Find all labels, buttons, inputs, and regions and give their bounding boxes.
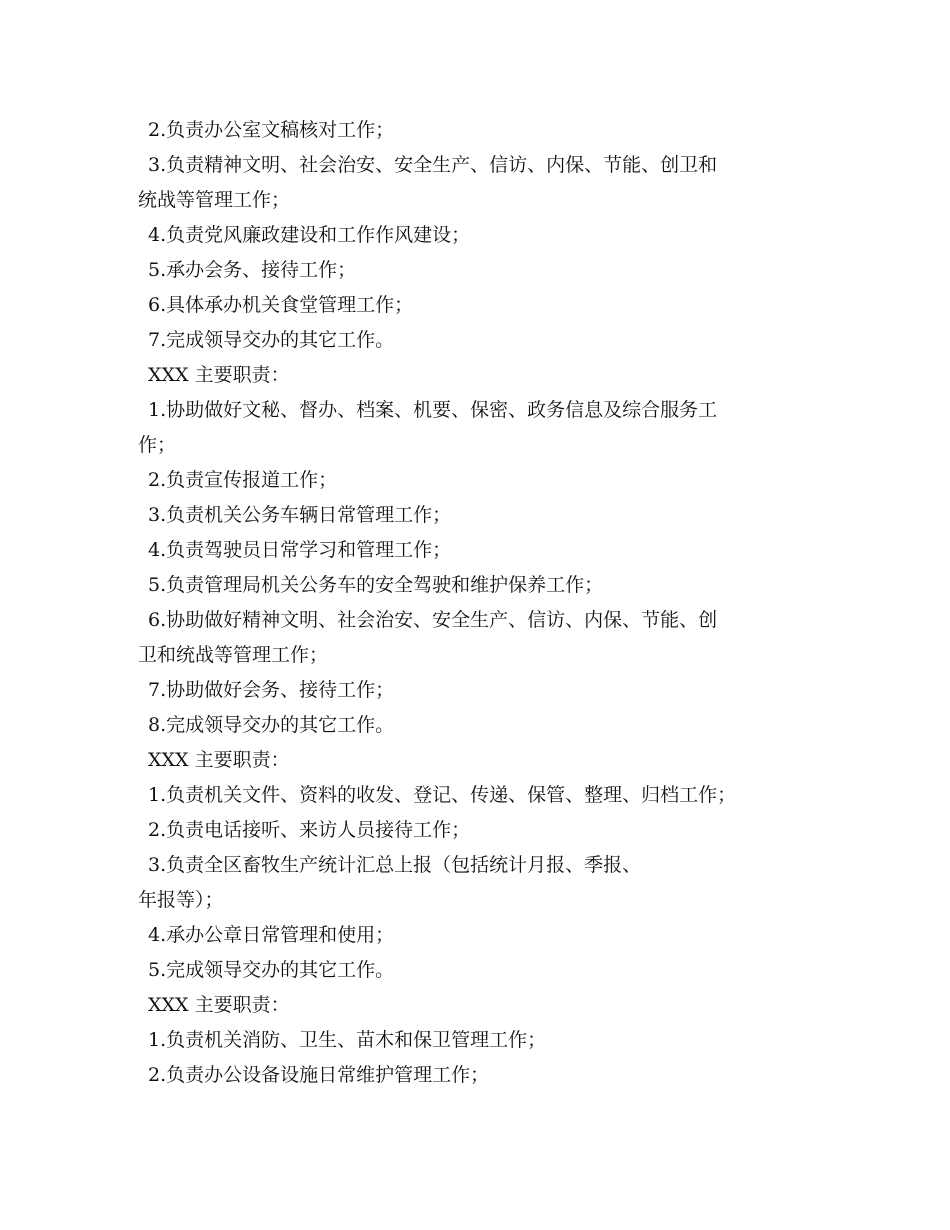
document-line: 6.具体承办机关食堂管理工作； [148, 294, 414, 316]
document-line: 7.协助做好会务、接待工作； [148, 679, 395, 701]
document-line: XXX 主要职责： [148, 364, 290, 386]
document-line: 1.负责机关消防、卫生、苗木和保卫管理工作； [148, 1029, 547, 1051]
document-line: 5.负责管理局机关公务车的安全驾驶和维护保养工作； [148, 574, 604, 596]
document-line: 1.负责机关文件、资料的收发、登记、传递、保管、整理、归档工作； [148, 784, 737, 806]
document-line: 8.完成领导交办的其它工作。 [148, 714, 395, 736]
document-line: 2.负责办公设备设施日常维护管理工作； [148, 1064, 490, 1086]
document-line: XXX 主要职责： [148, 994, 290, 1016]
document-line: 2.负责电话接听、来访人员接待工作； [148, 819, 471, 841]
document-line: 4.负责党风廉政建设和工作作风建设； [148, 224, 471, 246]
document-line: 7.完成领导交办的其它工作。 [148, 329, 395, 351]
document-line: 2.负责宣传报道工作； [148, 469, 338, 491]
document-line: 1.协助做好文秘、督办、档案、机要、保密、政务信息及综合服务工 [148, 399, 718, 421]
document-line: 统战等管理工作； [138, 189, 291, 211]
document-line: XXX 主要职责： [148, 749, 290, 771]
document-line: 作； [138, 434, 177, 456]
document-line: 2.负责办公室文稿核对工作； [148, 119, 395, 141]
document-line: 3.负责全区畜牧生产统计汇总上报（包括统计月报、季报、 [148, 854, 642, 876]
document-line: 5.完成领导交办的其它工作。 [148, 959, 395, 981]
document-line: 年报等）； [138, 889, 224, 911]
document-line: 4.负责驾驶员日常学习和管理工作； [148, 539, 452, 561]
document-line: 4.承办公章日常管理和使用； [148, 924, 395, 946]
document-line: 卫和统战等管理工作； [138, 644, 329, 666]
document-line: 6.协助做好精神文明、社会治安、安全生产、信访、内保、节能、创 [148, 609, 718, 631]
document-line: 3.负责机关公务车辆日常管理工作； [148, 504, 452, 526]
document-line: 5.承办会务、接待工作； [148, 259, 357, 281]
document-body [138, 113, 828, 1093]
document-line: 3.负责精神文明、社会治安、安全生产、信访、内保、节能、创卫和 [148, 154, 718, 176]
